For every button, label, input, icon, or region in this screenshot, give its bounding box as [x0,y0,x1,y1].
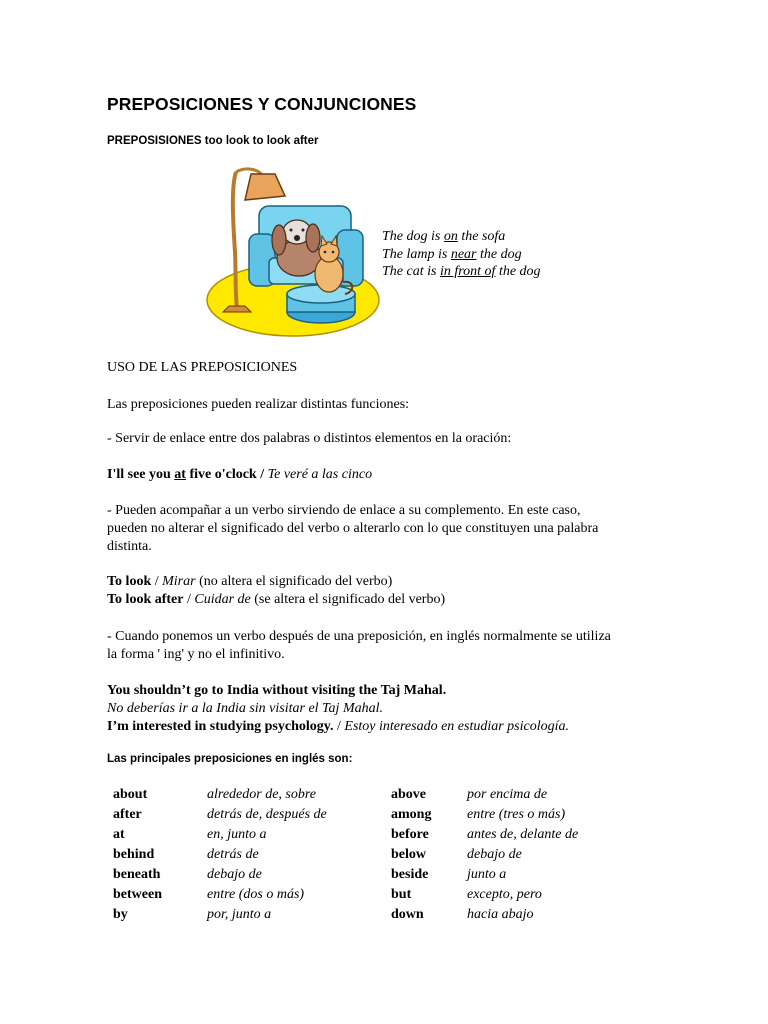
preposition-word: but [391,887,412,902]
table-row [107,807,578,827]
preposition-translation: por, junto a [207,907,272,922]
intro-paragraph: Las preposiciones pueden realizar distintas funciones: [107,397,410,412]
caption-line: The dog is on the sofa [382,229,506,244]
subtitle: PREPOSISIONES too look to look after [107,135,319,147]
preposition-translation: entre (dos o más) [207,887,305,902]
preposition-word: beneath [113,867,161,882]
dog-cat-sofa-illustration [205,162,381,340]
preposition-translation: por encima de [467,787,548,802]
preposition-word: below [391,847,426,862]
preposition-word: about [113,787,148,802]
preposition-word: after [113,807,142,822]
preposition-translation: hacia abajo [467,907,534,922]
lamp-shade-shape [245,174,285,200]
table-row [107,887,578,907]
list-heading: Las principales preposiciones en inglés son: [107,753,353,765]
preposition-translation: detrás de [207,847,259,862]
function-paragraph: - Servir de enlace entre dos palabras o distintos elementos en la oración: [107,431,512,446]
function-paragraph: - Cuando ponemos un verbo después de una preposición, en inglés normalmente se utiliza la forma ' ing' y no el infinitivo. [107,629,611,662]
example-sentence: I'll see you at five o'clock / Te veré a las cinco [107,467,373,482]
table-row [107,907,578,927]
preposition-translation: antes de, delante de [467,827,579,842]
preposition-word: before [391,827,429,842]
page-title: PREPOSICIONES Y CONJUNCIONES [107,94,417,114]
preposition-word: down [391,907,424,922]
preposition-translation: detrás de, después de [207,807,327,822]
preposition-translation: junto a [467,867,507,882]
section-heading: USO DE LAS PREPOSICIONES [107,360,298,375]
table-row [107,827,578,847]
illustration-caption [382,228,541,281]
caption-line: The lamp is near the dog [382,246,522,262]
preposition-translation: en, junto a [207,827,267,842]
preposition-word: beside [391,867,429,882]
table-row [107,867,578,887]
preposition-translation: debajo de [467,847,522,862]
table-row [107,787,578,807]
preposition-translation: entre (tres o más) [467,807,566,822]
preposition-translation: excepto, pero [467,887,542,902]
preposition-word: at [113,827,125,842]
example-sentence: To look / Mirar (no altera el significado del verbo) To look after / Cuidar de (se altera el significado del verbo) [107,574,446,607]
preposition-word: behind [113,847,155,862]
function-paragraph: - Pueden acompañar a un verbo sirviendo de enlace a su complemento. En este caso, pueden no alterar el significado del verbo o alterarlo con lo que constituyen una palabra distinta. [107,503,599,554]
preposition-translation: debajo de [207,867,262,882]
table-row [107,847,578,867]
preposition-word: by [113,907,128,922]
preposition-word: between [113,887,162,902]
prepositions-table [107,787,578,927]
example-sentence: You shouldn’t go to India without visiting the Taj Mahal. No deberías ir a la India sin visitar el Taj Mahal. I’m interested in studying psychology. / Estoy interesado en estudiar psicología. [107,683,570,734]
preposition-translation: alrededor de, sobre [207,787,316,802]
preposition-word: above [391,787,426,802]
caption-line: The cat is in front of the dog [382,264,541,279]
preposition-word: among [391,807,432,822]
